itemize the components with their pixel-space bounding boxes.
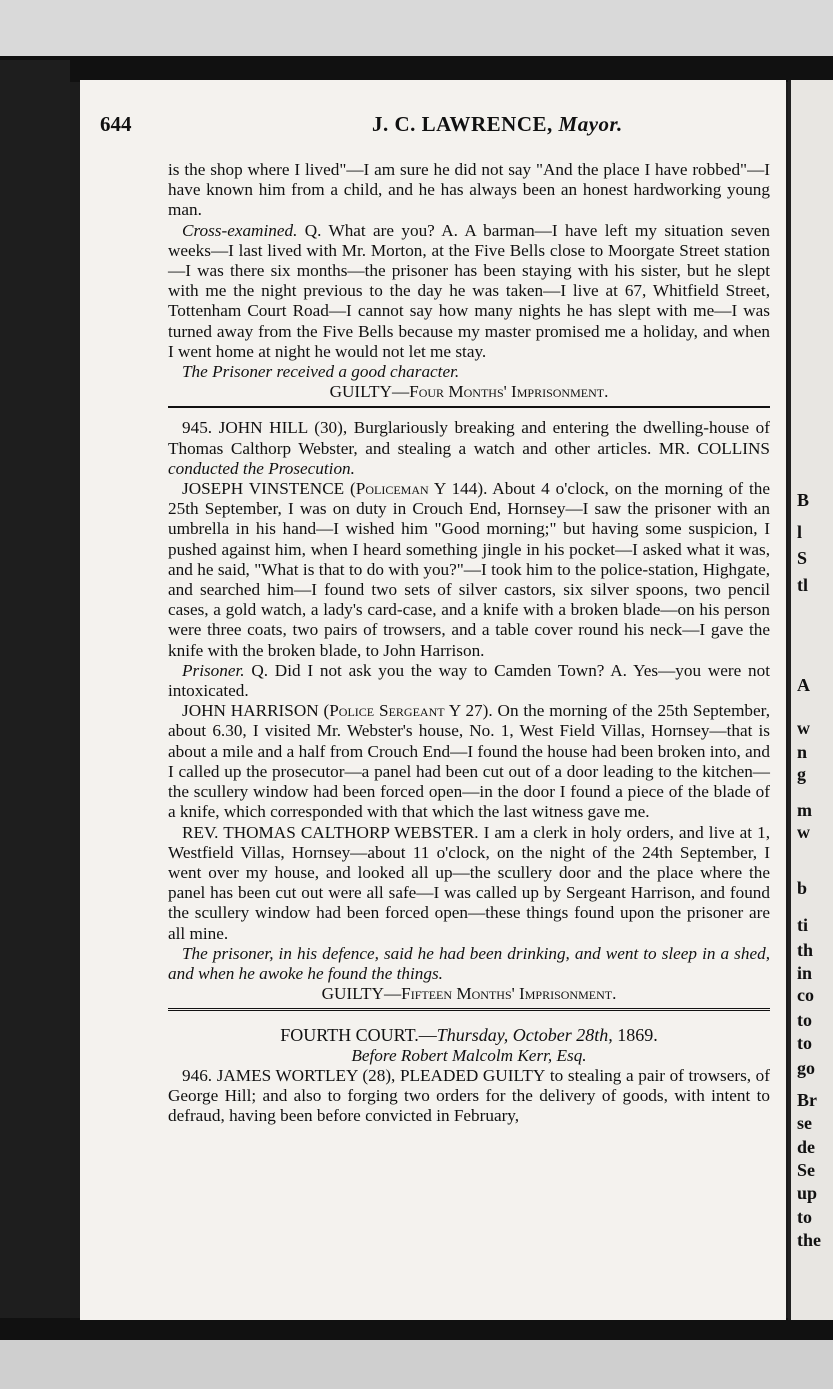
facing-fragment: co bbox=[797, 985, 814, 1005]
section-rule-1 bbox=[168, 406, 770, 408]
witness-harrison-text: On the morning of the 25th September, about 6.30, I visited Mr. Webster's house, No. 1, West Field Villas, Hornsey—that is about a mile and a half from Crouch End—I found the house had been broken into, and I called up the prosecutor—a panel had been cut out of a door leading to the kitchen—the scullery window had been forced open—in the door I found a piece of the blade of a knife, which corresponded with that which the last witness gave me. bbox=[168, 701, 770, 822]
facing-fragment: the bbox=[797, 1230, 821, 1250]
case-945-charge: 945. JOHN HILL (30), Burglariously breaking and entering the dwelling-house of Thomas Calthorp Webster, and stealing a watch and other articles. bbox=[168, 418, 770, 458]
page-number: 644 bbox=[100, 112, 132, 136]
facing-fragment: to bbox=[797, 1010, 812, 1030]
scan-left-border bbox=[0, 60, 70, 1340]
running-title bbox=[372, 112, 623, 137]
scan-top-margin bbox=[0, 0, 833, 60]
character-note: The Prisoner received a good character. bbox=[182, 362, 460, 382]
case-946 bbox=[168, 1066, 770, 1127]
scan-bottom-margin bbox=[0, 1340, 833, 1389]
witness-vinstence-name: JOSEPH VINSTENCE (Policeman Y 144). bbox=[182, 479, 488, 499]
facing-fragment: w bbox=[797, 822, 810, 842]
paragraph-2 bbox=[168, 221, 770, 362]
facing-fragment: to bbox=[797, 1207, 812, 1227]
paragraph-2-text: Q. What are you? A. A barman—I have left my situation seven weeks—I last lived with Mr. Morton, at the Five Bells close to Moorgate Street station—I was there six months—the prisoner has been staying with his sister, but he slept with me the night previous to the day he was taken—I live at 67, Whitfield Street, Tottenham Court Road—I cannot say how many nights he has slept with me—I was turned away from the Five Bells because my master promised me a holiday, and when I went home at night he would not let me stay. bbox=[168, 220, 770, 361]
paragraph-1: is the shop where I lived"—I am sure he did not say "And the place I have robbed"—I have known him from a child, and he has always been an honest hardworking young man. bbox=[168, 160, 770, 220]
facing-fragment: b bbox=[797, 878, 808, 898]
counsel-name: MR. COLLINS bbox=[658, 438, 770, 458]
facing-fragment: Br bbox=[797, 1090, 817, 1110]
court-heading bbox=[168, 1025, 770, 1045]
cross-examined-lead: Cross-examined. bbox=[182, 220, 298, 240]
facing-fragment: go bbox=[797, 1058, 815, 1078]
prisoner-question bbox=[168, 661, 770, 701]
facing-fragment: n bbox=[797, 742, 808, 762]
page-body bbox=[168, 160, 770, 1126]
facing-fragment: ti bbox=[797, 915, 808, 935]
facing-fragment: in bbox=[797, 963, 813, 983]
facing-page-edge bbox=[788, 80, 833, 1320]
case-946-name: 946. JAMES WORTLEY (28), bbox=[182, 1065, 400, 1085]
witness-webster bbox=[168, 823, 770, 944]
facing-fragment: w bbox=[797, 718, 810, 738]
running-title-name: J. C. LAWRENCE, bbox=[372, 112, 553, 136]
prisoner-defence: The prisoner, in his defence, said he had been drinking, and went to sleep in a shed, and when he awoke he found the things. bbox=[168, 943, 770, 983]
facing-fragment: se bbox=[797, 1113, 812, 1133]
case-945-heading bbox=[168, 418, 770, 479]
facing-fragment: tl bbox=[797, 575, 808, 595]
verdict-2: GUILTY—Fifteen Months' Imprisonment. bbox=[321, 984, 617, 1004]
witness-webster-name: REV. THOMAS CALTHORP WEBSTER. bbox=[182, 822, 479, 842]
page-header bbox=[100, 112, 780, 144]
witness-vinstence-text: About 4 o'clock, on the morning of the 25th September, I was on duty in Crouch End, Hornsey—I saw the prisoner with an umbrella in his hand—I wished him "Good morning;" but having some suspicion, I pushed against him, when I heard something jingle in his pocket—I asked what it was, and he said, "What is that to do with you?"—I took him to the police-station, Highgate, and searched him—I found two sets of silver castors, six silver spoons, two pencil cases, a gold watch, a lady's card-case, and a knife with a broken blade—on his person were three coats, two pairs of trowsers, and a table cover round his neck—I gave the knife with the broken blade, to John Harrison. bbox=[168, 479, 770, 660]
case-946-plea: PLEADED GUILTY bbox=[399, 1065, 546, 1085]
prisoner-question-text: Q. Did I not ask you the way to Camden Town? A. Yes—you were not intoxicated. bbox=[168, 660, 770, 701]
court-date: Thursday, October 28th, bbox=[436, 1025, 613, 1046]
facing-fragment: Se bbox=[797, 1160, 815, 1180]
court-year: 1869. bbox=[612, 1025, 658, 1046]
facing-fragment: m bbox=[797, 800, 812, 820]
case-946-text: to stealing a pair of trowsers, of George Hill; and also to forging two orders for the delivery of goods, with intent to defraud, having been before convicted in February, bbox=[168, 1065, 770, 1126]
facing-fragment: to bbox=[797, 1033, 812, 1053]
counsel-note: conducted the Prosecution. bbox=[168, 458, 355, 478]
witness-vinstence bbox=[168, 479, 770, 661]
facing-fragment: l bbox=[797, 522, 803, 542]
facing-fragment: th bbox=[797, 940, 814, 960]
witness-webster-text: I am a clerk in holy orders, and live at 1, Westfield Villas, Hornsey—about 11 o'clock, on the night of the 24th September, I went over my house, and looked all up—the scullery door and the place where the panel has been cut out were all safe—I was called up by Sergeant Harrison, and found the scullery window had been forced open—these things found upon the prisoner are all mine. bbox=[168, 822, 770, 943]
judge-line: Before Robert Malcolm Kerr, Esq. bbox=[351, 1045, 587, 1065]
verdict-1: GUILTY—Four Months' Imprisonment. bbox=[329, 382, 609, 402]
facing-fragment: g bbox=[797, 764, 806, 784]
scan-top-border bbox=[0, 56, 833, 82]
facing-fragment: de bbox=[797, 1137, 815, 1157]
witness-harrison bbox=[168, 701, 770, 822]
prisoner-lead: Prisoner. bbox=[182, 660, 245, 680]
running-title-office: Mayor. bbox=[558, 112, 623, 136]
witness-harrison-name: JOHN HARRISON (Police Sergeant Y 27). bbox=[182, 701, 493, 721]
section-rule-2 bbox=[168, 1008, 770, 1013]
facing-fragment: A bbox=[797, 675, 810, 695]
facing-fragment: up bbox=[797, 1183, 818, 1203]
facing-fragment: S bbox=[797, 548, 808, 568]
facing-fragment: B bbox=[797, 490, 810, 510]
court-name: FOURTH COURT.— bbox=[280, 1025, 437, 1046]
